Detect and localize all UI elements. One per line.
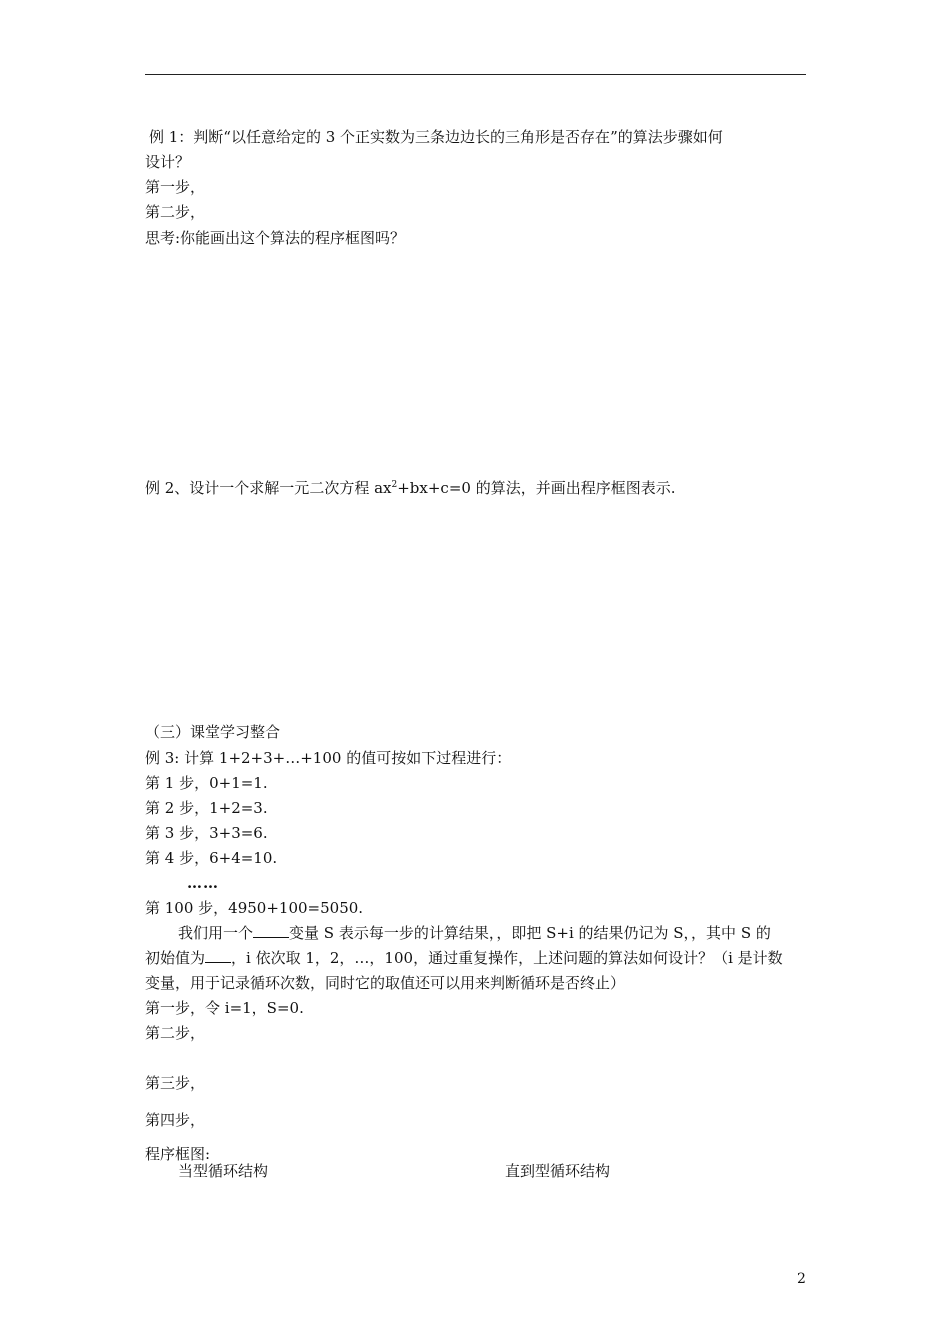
paragraph2-text-b: ，i 依次取 1，2，…，100，通过重复操作，上述问题的算法如何设计？（i 是计数 xyxy=(231,949,783,967)
example1-question-line2: 设计？ xyxy=(145,153,191,171)
example3-algorithm-step2: 第二步， xyxy=(145,1024,206,1042)
example3-intro: 例 3: 计算 1+2+3+…+100 的值可按如下过程进行： xyxy=(145,749,512,767)
example3-step-2: 第 2 步，1+2=3. xyxy=(145,799,268,817)
paragraph2-text-a: 初始值为 xyxy=(145,949,206,967)
example2-prefix: 例 2、设计一个求解一元二次方程 ax xyxy=(145,479,392,497)
example1-question-line1: 例 1：判断“以任意给定的 3 个正实数为三条边边长的三角形是否存在”的算法步骤如何 xyxy=(149,128,723,146)
example3-ellipsis: …… xyxy=(187,874,219,892)
example2-superscript: 2 xyxy=(391,480,398,490)
example3-step-1: 第 1 步，0+1=1. xyxy=(145,774,268,792)
example1-think-prompt: 思考:你能画出这个算法的程序框图吗？ xyxy=(145,229,406,247)
example1-step2: 第二步， xyxy=(145,203,206,221)
page-number: 2 xyxy=(797,1271,806,1287)
fill-in-blank-initial-value xyxy=(205,948,231,963)
example3-algorithm-step4: 第四步， xyxy=(145,1111,206,1129)
flowchart-label: 程序框图: xyxy=(145,1145,211,1163)
example2-suffix: +bx+c=0 的算法，并画出程序框图表示. xyxy=(397,479,676,497)
example3-paragraph-line3: 变量，用于记录循环次数，同时它的取值还可以用来判断循环是否终止） xyxy=(145,974,626,992)
example3-paragraph-line2 xyxy=(145,948,783,968)
example3-algorithm-step1: 第一步，令 i=1，S=0. xyxy=(145,999,304,1017)
example3-paragraph-line1 xyxy=(178,923,771,943)
example3-step-100: 第 100 步，4950+100=5050. xyxy=(145,899,364,917)
section3-heading: （三）课堂学习整合 xyxy=(145,723,281,741)
example1-step1: 第一步， xyxy=(145,178,206,196)
while-loop-structure-label: 当型循环结构 xyxy=(178,1162,269,1180)
paragraph-text-a: 我们用一个 xyxy=(178,924,254,942)
example3-algorithm-step3: 第三步， xyxy=(145,1074,206,1092)
example3-step-3: 第 3 步，3+3=6. xyxy=(145,824,268,842)
paragraph-text-b: 变量 S 表示每一步的计算结果，，即把 S+i 的结果仍记为 S，，其中 S 的 xyxy=(289,924,771,942)
header-rule xyxy=(145,74,806,75)
example2-question xyxy=(145,478,675,498)
until-loop-structure-label: 直到型循环结构 xyxy=(505,1162,611,1180)
fill-in-blank-variable-type xyxy=(253,923,289,938)
example3-step-4: 第 4 步，6+4=10. xyxy=(145,849,278,867)
